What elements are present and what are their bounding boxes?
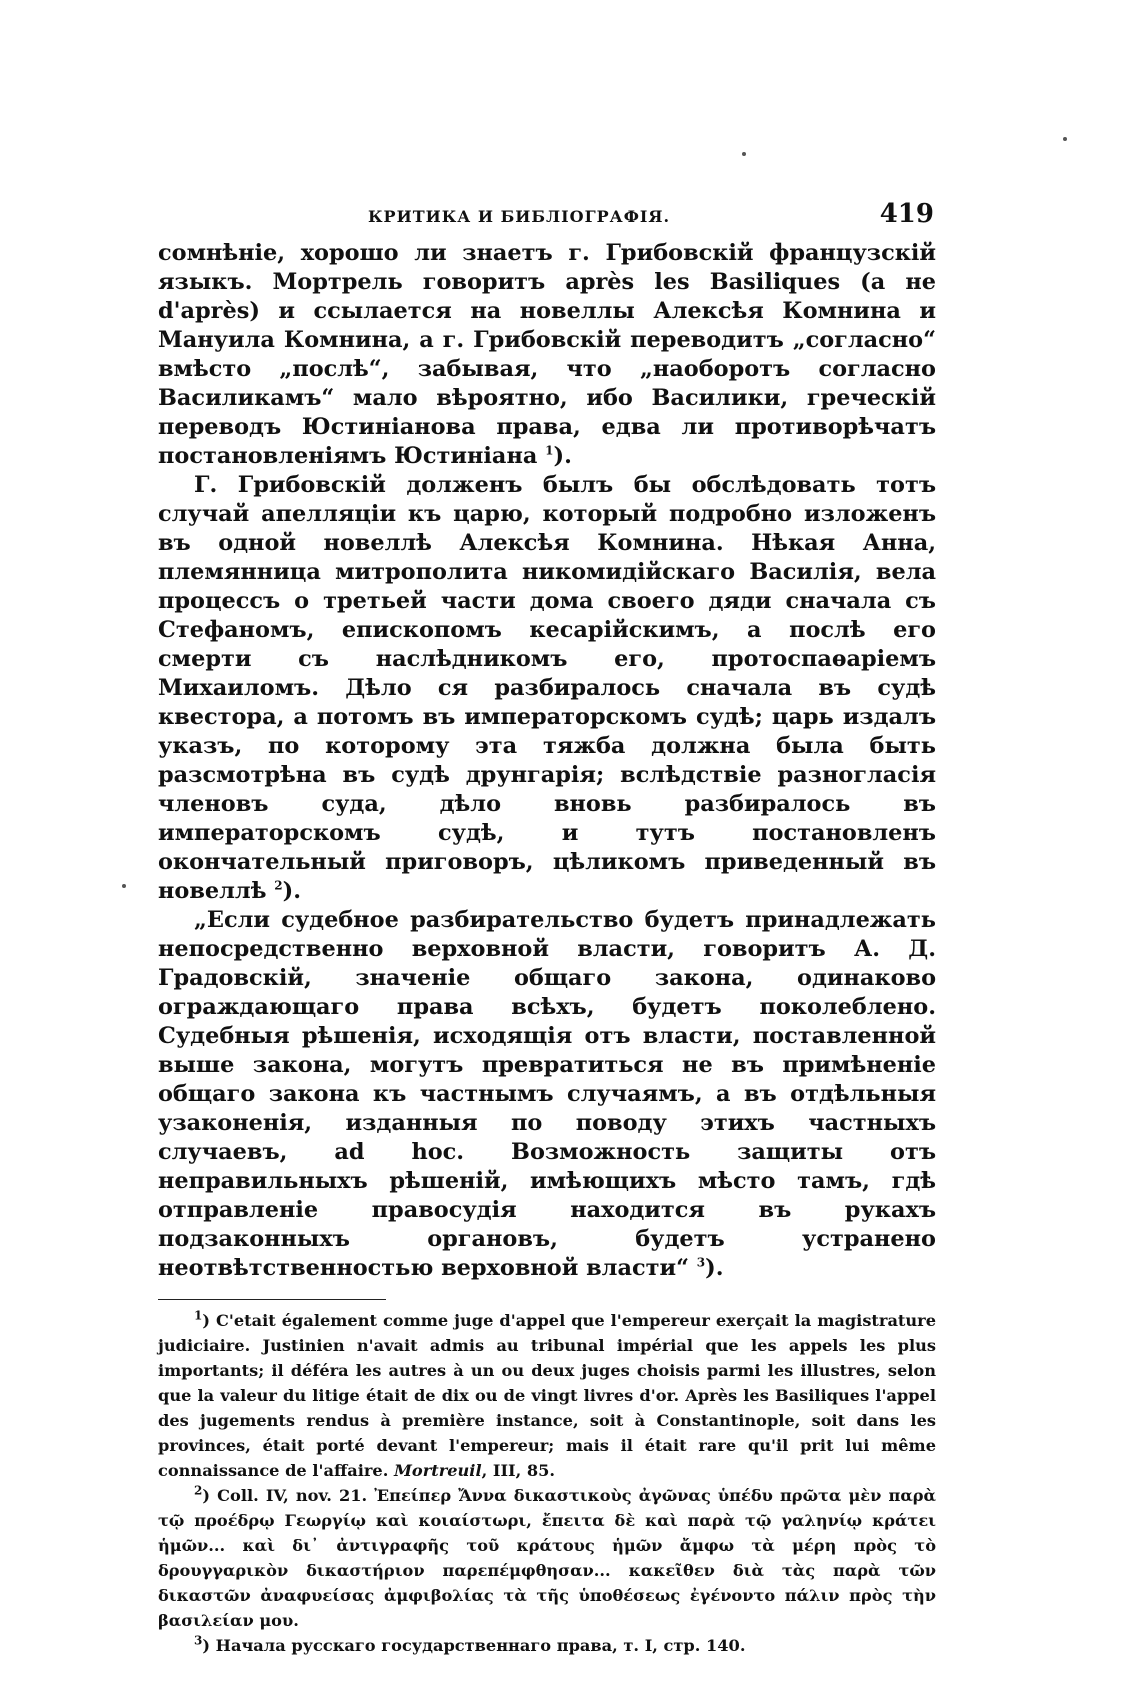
footnote: $^2$) Coll. IV, nov. 21. Ἐπείπερ Ἄννα δικαστικοὺς ἀγῶνας ὑπέδυ πρῶτα μὲν παρὰ τῷ προέδρῳ Γεωργίῳ καὶ κοιαίστωρι, ἔπειτα δὲ καὶ παρὰ τῷ γαληνίῳ κράτει ἡμῶν... καὶ δι᾽ ἀντιγραφῆς τοῦ κράτους ἡμῶν ἄμφω τὰ μέρη πρὸς τὸ δρουγγαρικὸν δικαστήριον παρεπέμφθησαν... κακεῖθεν διὰ τὰς παρὰ τῶν δικαστῶν ἀναφυείσας ἀμφιβολίας τὰ τῆς ὑποθέσεως ἐγένοντο πάλιν πρὸς τὴν βασιλείαν μου. [158,1483,936,1630]
footnote-ref: 1 [545,443,554,458]
paragraph: Г. Грибовскій долженъ былъ бы обслѣдовать тотъ случай апелляціи къ царю, который подробно изложенъ въ одной новеллѣ Алексѣя Комнина. Нѣкая Анна, племянница митрополита никомидійскаго Василія, вела процессъ о третьей части дома своего дяди сначала съ Стефаномъ, епископомъ кесарійскимъ, а послѣ его смерти съ наслѣдникомъ его, протоспаѳаріемъ Михаиломъ. Дѣло ся разбиралось сначала въ судѣ квестора, а потомъ въ императорскомъ судѣ; царь издалъ указъ, по которому эта тяжба должна была быть разсмотрѣна въ судѣ друнгарія; вслѣдствіе разногласія членовъ суда, дѣло вновь разбиралось въ императорскомъ судѣ, и тутъ постановленъ окончательный приговоръ, цѣликомъ приведенный въ новеллѣ $^2$). [158,472,936,904]
footnote-ref: 2 [274,878,283,893]
footnote: $^3$) Начала русскаго государственнаго права, т. I, стр. 140. [194,1633,746,1655]
print-speck [1063,137,1067,141]
running-title: КРИТИКА И БИБЛІОГРАФІЯ. [368,207,671,226]
print-speck [122,884,126,888]
book-page [158,195,936,1658]
footnote: $^1$) C'etait également comme juge d'appel que l'empereur exerçait la magistrature judiciaire. Justinien n'avait admis au tribunal impérial que les appels les plus importants; il déféra les autres à un ou deux juges choisis parmi les illustres, selon que la valeur du litige était de dix ou de vingt livres d'or. Après les Basiliques l'appel des jugements rendus à première instance, soit à Constantinople, soit dans les provinces, était porté devant l'empereur; mais il était rare qu'il prit lui même connaissance de l'affaire. Mortreuil, III, 85. [158,1308,937,1480]
page-header [158,195,936,239]
page-number: 419 [879,199,934,229]
paragraph: сомнѣніе, хорошо ли знаетъ г. Грибовскій французскій языкъ. Мортрель говоритъ après les Basiliques (а не d'après) и ссылается на новеллы Алексѣя Комнина и Мануила Комнина, а г. Грибовскій переводитъ „согласно“ вмѣсто „послѣ“, забывая, что „наоборотъ согласно Василикамъ“ мало вѣроятно, ибо Василики, греческій переводъ Юстиніанова права, едва ли противорѣчатъ постановленіямъ Юстиніана $^1$). [158,240,936,469]
print-speck [742,152,746,156]
footnotes [158,1308,936,1658]
citation-author: Mortreuil [393,1461,482,1480]
footnote-ref: 3 [696,1255,706,1270]
main-text [158,239,936,1283]
footnote-divider [158,1299,386,1300]
paragraph: „Если судебное разбирательство будетъ принадлежать непосредственно верховной власти, говоритъ А. Д. Градовскій, значеніе общаго закона, одинаково ограждающаго права всѣхъ, будетъ поколеблено. Судебныя рѣшенія, исходящія отъ власти, поставленной выше закона, могутъ превратиться не въ примѣненіе общаго закона къ частнымъ случаямъ, а въ отдѣльныя узаконенія, изданныя по поводу этихъ частныхъ случаевъ, ad hoc. Возможность защиты отъ неправильныхъ рѣшеній, имѣющихъ мѣсто тамъ, гдѣ отправленіе правосудія находится въ рукахъ подзаконныхъ органовъ, будетъ устранено неотвѣтственностью верховной власти“ $^3$). [158,907,936,1281]
